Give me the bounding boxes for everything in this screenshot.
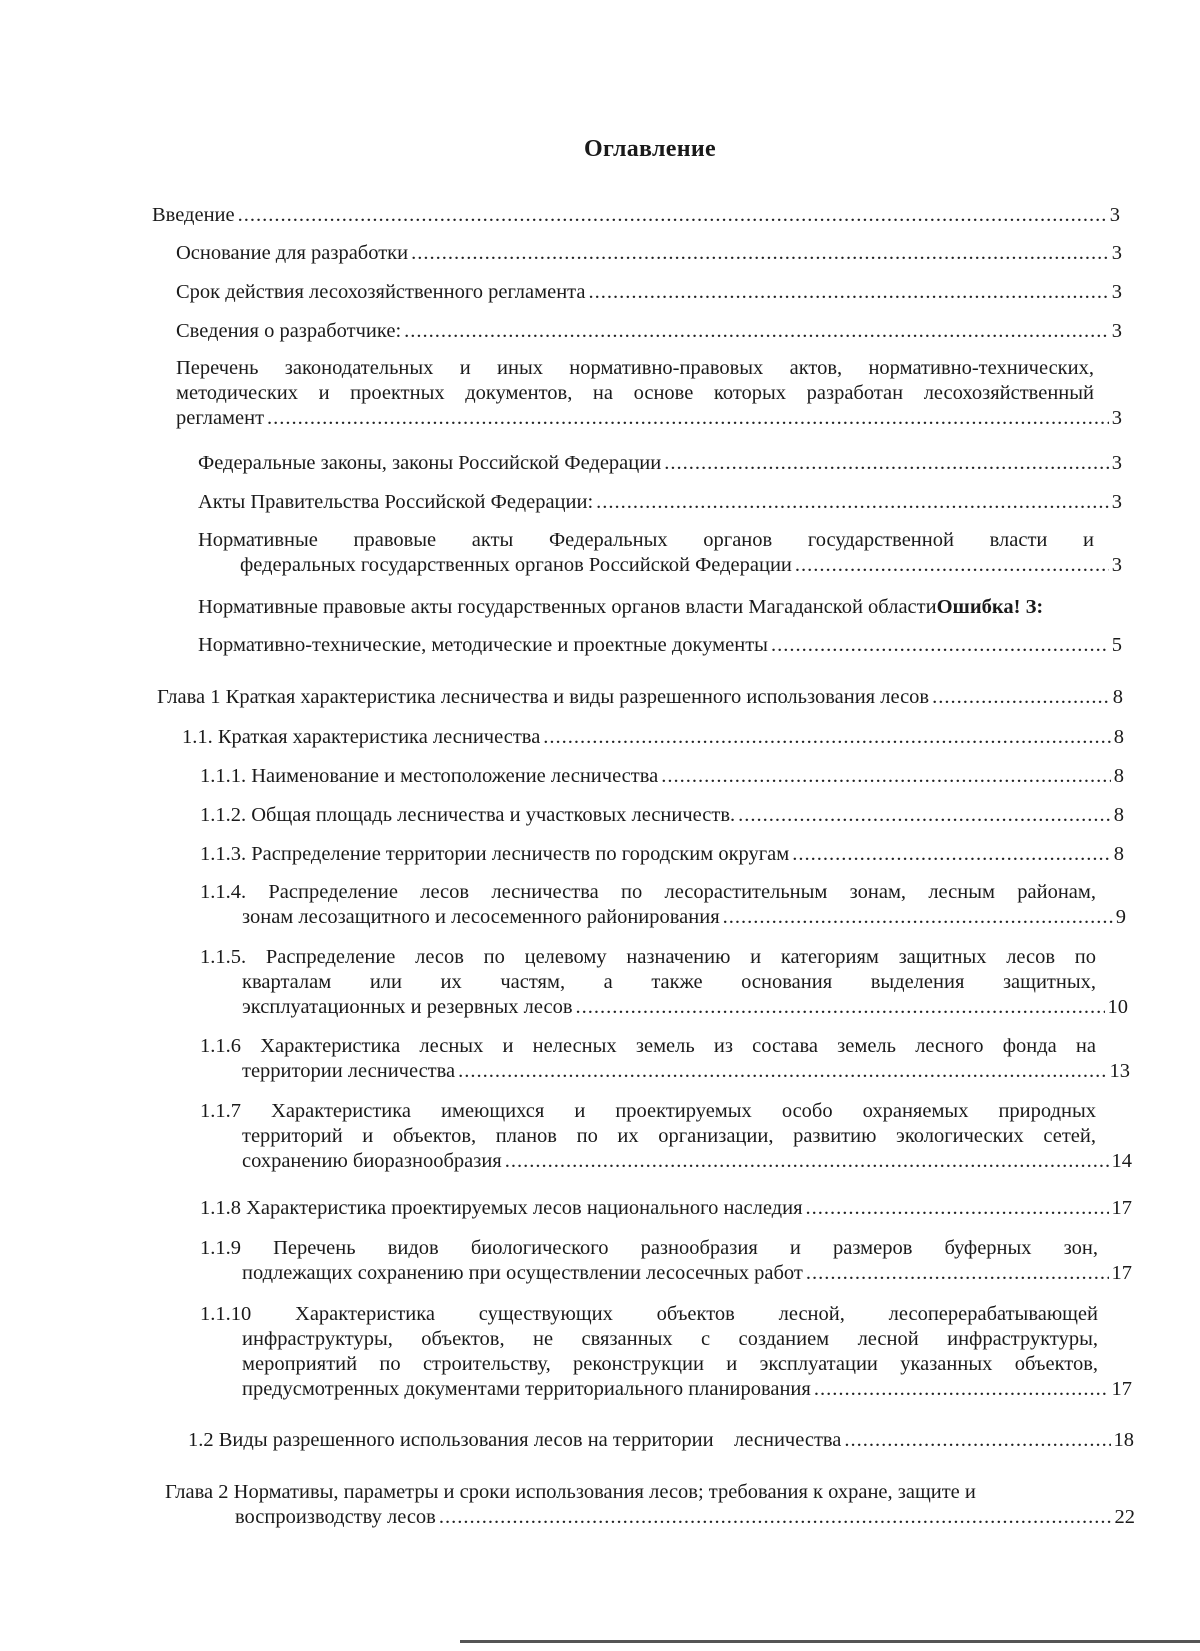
toc-entry-1-1-10[interactable]	[200, 1302, 1132, 1402]
toc-page-number: 8	[1113, 726, 1124, 748]
toc-entry-basis[interactable]	[176, 241, 1122, 266]
toc-page-number: 3	[1111, 452, 1122, 474]
toc-page-number: 3	[1111, 491, 1122, 513]
toc-entry-chapter-2[interactable]	[165, 1480, 1135, 1530]
toc-label: 1.1.2. Общая площадь лесничества и участковых лесничеств.	[200, 804, 736, 826]
toc-entry-1-1-5[interactable]	[200, 945, 1128, 1020]
dot-leader	[543, 725, 1110, 750]
toc-line: 1.1.10 Характеристика существующих объектов лесной, лесоперерабатывающей	[200, 1303, 1098, 1325]
toc-page-number: 3	[1111, 320, 1122, 342]
toc-page-number: 18	[1113, 1429, 1134, 1451]
toc-page-number: 8	[1113, 765, 1124, 787]
toc-label: Срок действия лесохозяйственного регламента	[176, 281, 586, 303]
toc-label: регламент	[176, 407, 265, 429]
dot-leader	[458, 1059, 1106, 1084]
toc-line: Перечень законодательных и иных нормативно-правовых актов, нормативно-технических,	[176, 357, 1094, 379]
dot-leader	[267, 406, 1109, 431]
toc-page-number: 17	[1111, 1262, 1132, 1284]
toc-entry-federal-bodies-acts[interactable]	[198, 528, 1122, 578]
toc-entry-1-1-8[interactable]	[200, 1196, 1132, 1221]
dot-leader	[411, 241, 1109, 266]
dot-leader	[771, 633, 1109, 658]
dot-leader	[661, 764, 1111, 789]
dot-leader	[596, 490, 1109, 515]
toc-page-number: 8	[1113, 804, 1124, 826]
dot-leader	[238, 203, 1107, 228]
toc-label: 1.1.1. Наименование и местоположение лесничества	[200, 765, 659, 787]
dot-leader	[505, 1149, 1109, 1174]
toc-entry-magadan-acts[interactable]	[198, 595, 1043, 620]
toc-entry-1-2[interactable]	[188, 1428, 1134, 1453]
toc-page-number: 14	[1111, 1150, 1132, 1172]
toc-page-number: 13	[1109, 1060, 1130, 1082]
toc-label: 1.1. Краткая характеристика лесничества	[182, 726, 541, 748]
toc-entry-federal-laws[interactable]	[198, 451, 1122, 476]
toc-label: федеральных государственных органов Российской Федерации	[240, 554, 792, 576]
dot-leader	[806, 1261, 1109, 1286]
toc-page-number: 8	[1112, 686, 1123, 708]
dot-leader	[664, 451, 1109, 476]
scan-edge-rule	[460, 1640, 1200, 1643]
toc-entry-1-1[interactable]	[182, 725, 1124, 750]
toc-label: Федеральные законы, законы Российской Федерации	[198, 452, 662, 474]
toc-line: 1.1.6 Характеристика лесных и нелесных земель из состава земель лесного фонда на	[200, 1035, 1096, 1057]
dot-leader	[439, 1505, 1112, 1530]
toc-label: Глава 1 Краткая характеристика лесничества и виды разрешенного использования лесов	[157, 686, 930, 708]
toc-page-number: 3	[1111, 242, 1122, 264]
toc-label: подлежащих сохранению при осуществлении лесосечных работ	[242, 1262, 803, 1284]
dot-leader	[932, 685, 1110, 710]
toc-label: Нормативные правовые акты государственных органов власти Магаданской области	[198, 596, 937, 618]
toc-label: 1.1.3. Распределение территории лесничеств по городским округам	[200, 843, 790, 865]
toc-page-number: 5	[1111, 634, 1122, 656]
toc-page-number: 3	[1111, 407, 1122, 429]
toc-line: 1.1.7 Характеристика имеющихся и проектируемых особо охраняемых природных	[200, 1100, 1096, 1122]
toc-page-number: 8	[1113, 843, 1124, 865]
toc-line: кварталам или их частям, а также основания выделения защитных,	[242, 971, 1096, 993]
toc-line: 1.1.5. Распределение лесов по целевому назначению и категориям защитных лесов по	[200, 946, 1096, 968]
toc-label: сохранению биоразнообразия	[242, 1150, 502, 1172]
dot-leader	[814, 1377, 1109, 1402]
dot-leader	[806, 1196, 1109, 1221]
toc-page-number: 3	[1111, 554, 1122, 576]
toc-entry-1-1-2[interactable]	[200, 803, 1124, 828]
dot-leader	[795, 553, 1109, 578]
toc-entry-developer-info[interactable]	[176, 319, 1122, 344]
toc-label: 1.2 Виды разрешенного использования лесов на территории лесничества	[188, 1429, 842, 1451]
page-title: Оглавление	[584, 136, 716, 162]
toc-entry-introduction[interactable]	[152, 203, 1120, 228]
toc-line: Нормативные правовые акты Федеральных органов государственной власти и	[198, 529, 1094, 551]
toc-entry-1-1-9[interactable]	[200, 1236, 1132, 1286]
toc-line: инфраструктуры, объектов, не связанных с созданием лесной инфраструктуры,	[242, 1328, 1098, 1350]
toc-label: 1.1.8 Характеристика проектируемых лесов национального наследия	[200, 1197, 803, 1219]
toc-line: 1.1.9 Перечень видов биологического разнообразия и размеров буферных зон,	[200, 1237, 1098, 1259]
dot-leader	[404, 319, 1109, 344]
dot-leader	[723, 905, 1113, 930]
toc-entry-1-1-3[interactable]	[200, 842, 1124, 867]
toc-label: эксплуатационных и резервных лесов	[242, 996, 573, 1018]
toc-page-number: 3	[1109, 204, 1120, 226]
toc-line: 1.1.4. Распределение лесов лесничества по лесорастительным зонам, лесным районам,	[200, 881, 1096, 903]
toc-page-number: 17	[1111, 1197, 1132, 1219]
toc-label: воспроизводству лесов	[235, 1506, 436, 1528]
toc-entry-1-1-6[interactable]	[200, 1034, 1130, 1084]
toc-entry-1-1-1[interactable]	[200, 764, 1124, 789]
dot-leader	[844, 1428, 1110, 1453]
toc-line: мероприятий по строительству, реконструкции и эксплуатации указанных объектов,	[242, 1353, 1098, 1375]
dot-leader	[589, 280, 1109, 305]
toc-entry-1-1-4[interactable]	[200, 880, 1126, 930]
toc-entry-chapter-1[interactable]	[157, 685, 1123, 710]
toc-label: Нормативно-технические, методические и проектные документы	[198, 634, 768, 656]
dot-leader	[792, 842, 1111, 867]
toc-entry-legal-acts-list[interactable]	[176, 356, 1122, 431]
toc-entry-1-1-7[interactable]	[200, 1099, 1132, 1174]
toc-error-text: Ошибка! З:	[936, 596, 1044, 618]
toc-label: Основание для разработки	[176, 242, 409, 264]
toc-line: методических и проектных документов, на основе которых разработан лесохозяйственный	[176, 382, 1094, 404]
toc-label: предусмотренных документами территориального планирования	[242, 1378, 811, 1400]
toc-label: зонам лесозащитного и лесосеменного районирования	[242, 906, 720, 928]
toc-page-number: 10	[1107, 996, 1128, 1018]
toc-page-number: 3	[1111, 281, 1122, 303]
toc-page-number: 9	[1115, 906, 1126, 928]
dot-leader	[576, 995, 1105, 1020]
dot-leader	[738, 803, 1111, 828]
toc-entry-technical-docs[interactable]	[198, 633, 1122, 658]
toc-line: территорий и объектов, планов по их организации, развитию экологических сетей,	[242, 1125, 1096, 1147]
toc-entry-validity-term[interactable]	[176, 280, 1122, 305]
toc-page-number: 22	[1114, 1506, 1135, 1528]
toc-label: территории лесничества	[242, 1060, 456, 1082]
toc-label: Введение	[152, 204, 235, 226]
toc-line: Глава 2 Нормативы, параметры и сроки использования лесов; требования к охране, защите и	[165, 1481, 976, 1503]
toc-page-number: 17	[1111, 1378, 1132, 1400]
toc-entry-government-acts[interactable]	[198, 490, 1122, 515]
toc-label: Акты Правительства Российской Федерации:	[198, 491, 594, 513]
toc-label: Сведения о разработчике:	[176, 320, 402, 342]
